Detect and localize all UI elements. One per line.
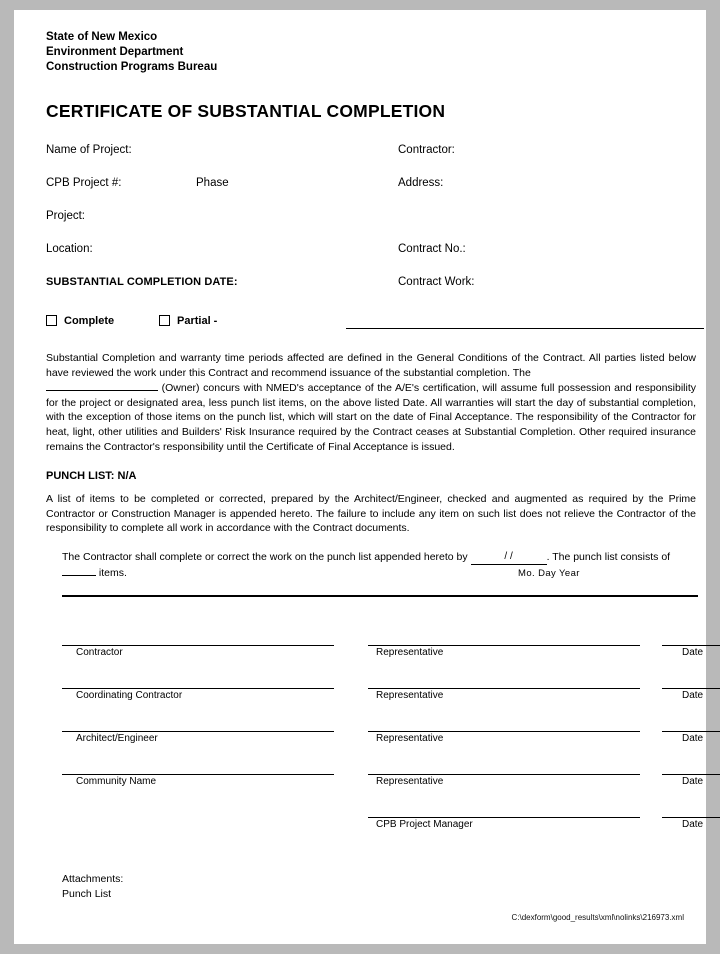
completion-type-row [46,313,688,337]
label-contract-no: Contract No.: [398,243,466,255]
label-name-of-project: Name of Project: [46,144,132,156]
label-location: Location: [46,243,93,255]
signature-line-date[interactable] [662,623,720,646]
checkbox-complete[interactable] [46,315,114,327]
page-title: CERTIFICATE OF SUBSTANTIAL COMPLETION [46,101,446,121]
date-caption: Date [682,689,704,701]
signature-line-community-name[interactable] [62,752,334,775]
label-address: Address: [398,177,444,189]
field-row-cpb-address [46,177,688,210]
signature-line-date[interactable] [662,752,720,775]
label-phase: Phase [196,177,229,189]
paragraph-3-text-a: The Contractor shall complete or correct the work on the punch list appended hereto by [62,550,468,563]
representative-caption: Representative [376,775,444,787]
agency-line-2: Environment Department [46,46,184,58]
paragraph-1-text: Substantial Completion and warranty time periods affected are defined in the General Conditions of the Contract. All parties listed below have reviewed the work under this Contract and recommend issuance of the substantial completion. The [46,352,696,379]
field-row-project-contractor [46,144,688,177]
signature-line-representative[interactable] [368,666,640,689]
signature-caption: Architect/Engineer [76,732,158,744]
signature-line-contractor[interactable] [62,623,334,646]
paragraph-completion-deadline [62,550,696,581]
date-caption: Date [682,646,704,658]
table-row [62,623,704,666]
attachments-value: Punch List [62,887,112,900]
attachments-label: Attachments: [62,872,124,885]
signature-line-cpb-project-manager[interactable] [368,795,640,818]
form-sheet [14,10,706,944]
paragraph-substantial-completion [46,351,696,454]
label-cpb-project-no: CPB Project #: [46,177,122,189]
checkbox-box-icon [159,315,170,326]
signature-caption: Contractor [76,646,123,658]
field-block [46,144,688,309]
punch-list-heading: PUNCH LIST: N/A [46,470,137,483]
table-row [62,795,704,838]
signature-line-date[interactable] [662,666,720,689]
table-row [62,709,704,752]
date-caption: Date [682,818,704,830]
signature-line-representative[interactable] [368,623,640,646]
signature-caption: Community Name [76,775,157,787]
field-row-project [46,210,688,243]
label-substantial-completion-date: SUBSTANTIAL COMPLETION DATE: [46,276,238,288]
section-divider [62,595,698,597]
representative-caption: Representative [376,689,444,701]
paragraph-3-text-b: . The punch list consists of [546,550,671,563]
checkbox-complete-label: Complete [64,315,115,327]
date-caption: Date [682,775,704,787]
label-contractor: Contractor: [398,144,455,156]
signature-line-date[interactable] [662,795,720,818]
representative-caption: Representative [376,646,444,658]
paragraph-1-continued: (Owner) concurs with NMED's acceptance of the A/E's certification, will assume full possession and responsibility for the project or designated area, less punch list items, on the above listed Date. All warranties will start the day of substantial completion, with the exception of those items on the punch list, which will start on the date of Final Acceptance. The responsibility of the Contractor for heat, light, other utilities and Builders' Risk Insurance required by the Contract ceases at Substantial Completion. Other required insurance remains the Contractor's responsibility until the Certificate of Final Acceptance is issued. [46,382,696,453]
paragraph-punch-list: A list of items to be completed or corrected, prepared by the Architect/Engineer, checked and augmented as required by the Prime Contractor or Construction Manager is appended hereto. The failure to include any item on such list does not relieve the Contractor of the responsibility to complete all work in accordance with the Contract documents. [46,493,696,535]
signature-table [62,623,704,838]
label-contract-work: Contract Work: [398,276,475,288]
field-row-completion-date [46,276,688,309]
table-row [62,752,704,795]
checkbox-partial[interactable] [159,315,217,327]
date-format-hint: Mo. Day Year [518,567,580,579]
paragraph-3-text-c: items. [98,566,127,579]
field-row-location-contract-no [46,243,688,276]
representative-caption: Representative [376,732,444,744]
contract-work-line[interactable] [346,328,704,329]
punch-list-date-field[interactable]: / / [471,549,547,565]
label-project: Project: [46,210,85,222]
signature-line-coordinating-contractor[interactable] [62,666,334,689]
signature-line-date[interactable] [662,709,720,732]
agency-line-3: Construction Programs Bureau [46,61,218,73]
attachments-block [62,872,688,902]
signature-line-representative[interactable] [368,709,640,732]
footer-path: C:\dexform\good_results\xml\nolinks\216973.xml [511,913,684,922]
cpb-project-manager-caption: CPB Project Manager [376,818,473,830]
punch-list-count-field[interactable] [62,575,96,576]
agency-line-1: State of New Mexico [46,31,158,43]
form-content [32,30,704,902]
date-caption: Date [682,732,704,744]
owner-blank-field[interactable] [46,380,158,391]
signature-line-representative[interactable] [368,752,640,775]
signature-caption: Coordinating Contractor [76,689,183,701]
table-row [62,666,704,709]
agency-header [46,30,688,75]
checkbox-partial-label: Partial - [177,315,218,327]
signature-line-architect-engineer[interactable] [62,709,334,732]
checkbox-box-icon [46,315,57,326]
